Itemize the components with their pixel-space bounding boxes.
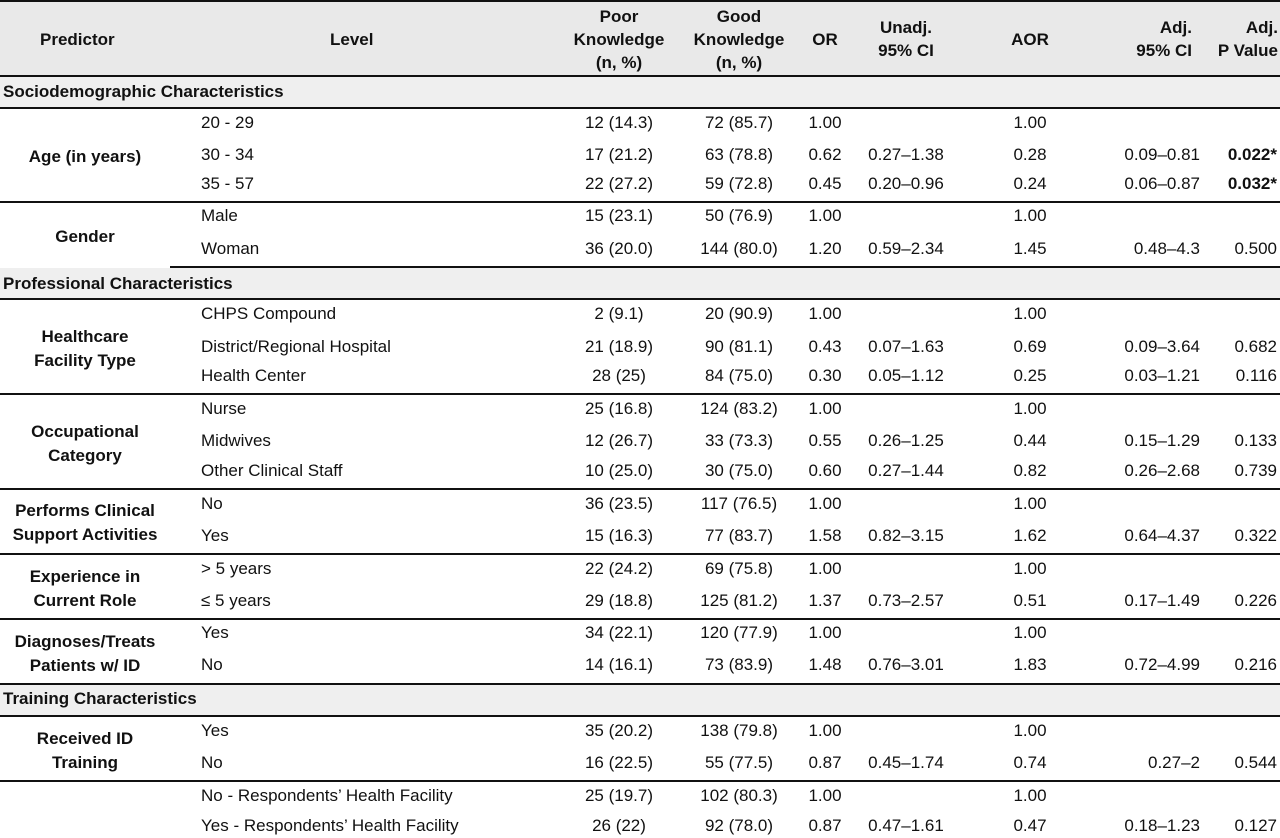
adj-ci-cell: 0.09–3.64 [1124, 337, 1200, 356]
header-or: OR [812, 30, 838, 49]
aor-cell: 1.00 [1013, 399, 1047, 418]
header-adj-p-value: Adj. P Value [1217, 18, 1278, 60]
adj-ci-cell: 0.15–1.29 [1124, 431, 1200, 450]
or-cell: 0.55 [808, 431, 842, 450]
unadj-ci-cell: 0.45–1.74 [868, 753, 944, 772]
row-group-rule [0, 393, 1280, 395]
level-cell: No [201, 753, 223, 772]
or-cell: 0.62 [808, 145, 842, 164]
poor-knowledge-cell: 36 (23.5) [584, 494, 654, 513]
poor-knowledge-cell: 2 (9.1) [594, 304, 644, 323]
aor-cell: 1.00 [1013, 786, 1047, 805]
or-cell: 1.00 [808, 623, 842, 642]
or-cell: 1.00 [808, 721, 842, 740]
level-cell: 30 - 34 [201, 145, 254, 164]
aor-cell: 1.00 [1013, 721, 1047, 740]
predictor-age: Age (in years) [28, 147, 142, 166]
or-cell: 1.20 [808, 239, 842, 258]
good-knowledge-cell: 124 (83.2) [700, 399, 778, 418]
good-knowledge-cell: 117 (76.5) [700, 494, 778, 513]
section-title: Training Characteristics [3, 689, 197, 708]
aor-cell: 1.00 [1013, 304, 1047, 323]
level-cell: Yes [201, 526, 229, 545]
good-knowledge-cell: 33 (73.3) [704, 431, 774, 450]
predictor-id-training: Received ID Training [36, 729, 134, 772]
header-good-knowledge: Good Knowledge (n, %) [693, 7, 785, 72]
row-group-rule [0, 488, 1280, 490]
good-knowledge-cell: 69 (75.8) [704, 559, 774, 578]
adj-ci-cell: 0.26–2.68 [1124, 461, 1200, 480]
adj-p-value-cell: 0.500 [1234, 239, 1277, 258]
aor-cell: 0.47 [1013, 816, 1047, 835]
aor-cell: 0.82 [1013, 461, 1047, 480]
good-knowledge-cell: 102 (80.3) [700, 786, 778, 805]
or-cell: 0.43 [808, 337, 842, 356]
aor-cell: 1.00 [1013, 623, 1047, 642]
header-predictor: Predictor [40, 30, 115, 49]
or-cell: 1.00 [808, 304, 842, 323]
level-cell: 20 - 29 [201, 113, 254, 132]
or-cell: 1.00 [808, 206, 842, 225]
poor-knowledge-cell: 12 (14.3) [584, 113, 654, 132]
unadj-ci-cell: 0.73–2.57 [868, 591, 944, 610]
good-knowledge-cell: 125 (81.2) [700, 591, 778, 610]
row-group-rule [0, 298, 1280, 300]
unadj-ci-cell: 0.27–1.38 [868, 145, 944, 164]
aor-cell: 1.00 [1013, 113, 1047, 132]
good-knowledge-cell: 73 (83.9) [704, 655, 774, 674]
or-cell: 0.87 [808, 753, 842, 772]
aor-cell: 1.62 [1013, 526, 1047, 545]
level-cell: Male [201, 206, 238, 225]
unadj-ci-cell: 0.27–1.44 [868, 461, 944, 480]
level-cell: > 5 years [201, 559, 272, 578]
or-cell: 0.30 [808, 366, 842, 385]
or-cell: 1.00 [808, 399, 842, 418]
or-cell: 0.87 [808, 816, 842, 835]
predictor-gender: Gender [55, 227, 115, 246]
header-adj-ci: Adj. 95% CI [1136, 18, 1192, 60]
adj-p-value-cell: 0.544 [1234, 753, 1277, 772]
section-title: Professional Characteristics [3, 274, 233, 293]
row-group-rule [0, 553, 1280, 555]
poor-knowledge-cell: 34 (22.1) [584, 623, 654, 642]
good-knowledge-cell: 84 (75.0) [704, 366, 774, 385]
aor-cell: 0.28 [1013, 145, 1047, 164]
aor-cell: 0.25 [1013, 366, 1047, 385]
good-knowledge-cell: 50 (76.9) [704, 206, 774, 225]
adj-ci-cell: 0.48–4.3 [1133, 239, 1200, 258]
poor-knowledge-cell: 26 (22) [592, 816, 646, 835]
adj-p-value-cell: 0.226 [1234, 591, 1277, 610]
or-cell: 0.45 [808, 174, 842, 193]
adj-ci-cell: 0.03–1.21 [1124, 366, 1200, 385]
header-unadj-ci: Unadj. 95% CI [878, 18, 934, 60]
level-cell: No [201, 655, 223, 674]
unadj-ci-cell: 0.82–3.15 [868, 526, 944, 545]
aor-cell: 0.74 [1013, 753, 1047, 772]
row-group-rule [0, 618, 1280, 620]
level-cell: No [201, 494, 223, 513]
or-cell: 1.00 [808, 494, 842, 513]
aor-cell: 1.00 [1013, 494, 1047, 513]
good-knowledge-cell: 90 (81.1) [704, 337, 774, 356]
level-cell: Yes [201, 721, 229, 740]
adj-ci-cell: 0.09–0.81 [1124, 145, 1200, 164]
row-group-rule [0, 780, 1280, 782]
poor-knowledge-cell: 29 (18.8) [584, 591, 654, 610]
level-cell: Woman [201, 239, 260, 258]
adj-p-value-cell: 0.739 [1234, 461, 1277, 480]
poor-knowledge-cell: 25 (16.8) [584, 399, 654, 418]
header-poor-knowledge: Poor Knowledge (n, %) [573, 7, 665, 72]
predictor-facility-type: Healthcare Facility Type [34, 327, 136, 370]
adj-p-value-cell: 0.133 [1234, 431, 1277, 450]
poor-knowledge-cell: 36 (20.0) [584, 239, 654, 258]
good-knowledge-cell: 138 (79.8) [700, 721, 778, 740]
adj-ci-cell: 0.06–0.87 [1124, 174, 1200, 193]
level-cell: 35 - 57 [201, 174, 254, 193]
adj-ci-cell: 0.72–4.99 [1124, 655, 1200, 674]
unadj-ci-cell: 0.05–1.12 [868, 366, 944, 385]
or-cell: 1.00 [808, 786, 842, 805]
row-group-rule [0, 201, 1280, 203]
level-cell: ≤ 5 years [201, 591, 271, 610]
adj-ci-cell: 0.17–1.49 [1124, 591, 1200, 610]
section-title: Sociodemographic Characteristics [3, 82, 284, 101]
or-cell: 1.00 [808, 559, 842, 578]
poor-knowledge-cell: 17 (21.2) [584, 145, 654, 164]
good-knowledge-cell: 144 (80.0) [700, 239, 778, 258]
unadj-ci-cell: 0.47–1.61 [868, 816, 944, 835]
level-cell: Yes - Respondents’ Health Facility [201, 816, 459, 835]
adj-p-value-cell: 0.216 [1234, 655, 1277, 674]
unadj-ci-cell: 0.20–0.96 [868, 174, 944, 193]
or-cell: 1.58 [808, 526, 842, 545]
adj-p-value-cell: 0.032* [1227, 174, 1277, 193]
level-cell: District/Regional Hospital [201, 337, 391, 356]
adj-p-value-cell: 0.322 [1234, 526, 1277, 545]
good-knowledge-cell: 77 (83.7) [704, 526, 774, 545]
header-aor: AOR [1011, 30, 1049, 49]
level-cell: Other Clinical Staff [201, 461, 343, 480]
unadj-ci-cell: 0.26–1.25 [868, 431, 944, 450]
predictor-diagnoses-treats: Diagnoses/Treats Patients w/ ID [14, 632, 156, 675]
level-cell: Health Center [201, 366, 306, 385]
adj-p-value-cell: 0.116 [1235, 366, 1277, 385]
adj-p-value-cell: 0.682 [1234, 337, 1277, 356]
aor-cell: 1.83 [1013, 655, 1047, 674]
poor-knowledge-cell: 22 (24.2) [584, 559, 654, 578]
level-cell: Nurse [201, 399, 247, 418]
good-knowledge-cell: 59 (72.8) [704, 174, 774, 193]
poor-knowledge-cell: 16 (22.5) [584, 753, 654, 772]
good-knowledge-cell: 120 (77.9) [700, 623, 778, 642]
row-group-rule [0, 715, 1280, 717]
aor-cell: 1.00 [1013, 559, 1047, 578]
predictor-occupational-category: Occupational Category [31, 422, 139, 465]
or-cell: 0.60 [808, 461, 842, 480]
good-knowledge-cell: 63 (78.8) [704, 145, 774, 164]
aor-cell: 0.51 [1013, 591, 1047, 610]
level-cell: Midwives [201, 431, 271, 450]
adj-ci-cell: 0.27–2 [1148, 753, 1200, 772]
predictor-clinical-support: Performs Clinical Support Activities [12, 501, 158, 544]
adj-p-value-cell: 0.022* [1227, 145, 1277, 164]
good-knowledge-cell: 20 (90.9) [704, 304, 774, 323]
unadj-ci-cell: 0.07–1.63 [868, 337, 944, 356]
adj-p-value-cell: 0.127 [1234, 816, 1277, 835]
aor-cell: 0.44 [1013, 431, 1047, 450]
poor-knowledge-cell: 12 (26.7) [584, 431, 654, 450]
poor-knowledge-cell: 21 (18.9) [584, 337, 654, 356]
poor-knowledge-cell: 35 (20.2) [584, 721, 654, 740]
good-knowledge-cell: 30 (75.0) [704, 461, 774, 480]
aor-cell: 1.00 [1013, 206, 1047, 225]
row-group-rule [0, 107, 1280, 109]
aor-cell: 0.24 [1013, 174, 1047, 193]
poor-knowledge-cell: 15 (16.3) [584, 526, 654, 545]
good-knowledge-cell: 55 (77.5) [704, 753, 774, 772]
good-knowledge-cell: 72 (85.7) [704, 113, 774, 132]
unadj-ci-cell: 0.59–2.34 [868, 239, 944, 258]
adj-ci-cell: 0.18–1.23 [1124, 816, 1200, 835]
or-cell: 1.00 [808, 113, 842, 132]
poor-knowledge-cell: 25 (19.7) [584, 786, 654, 805]
header-level: Level [330, 30, 374, 49]
or-cell: 1.37 [808, 591, 842, 610]
poor-knowledge-cell: 10 (25.0) [584, 461, 654, 480]
poor-knowledge-cell: 22 (27.2) [584, 174, 654, 193]
adj-ci-cell: 0.64–4.37 [1124, 526, 1200, 545]
level-cell: CHPS Compound [201, 304, 337, 323]
level-cell: Yes [201, 623, 229, 642]
good-knowledge-cell: 92 (78.0) [704, 816, 774, 835]
top-rule [0, 0, 1280, 2]
poor-knowledge-cell: 14 (16.1) [584, 655, 654, 674]
poor-knowledge-cell: 28 (25) [592, 366, 646, 385]
aor-cell: 0.69 [1013, 337, 1047, 356]
level-cell: No - Respondents’ Health Facility [201, 786, 453, 805]
poor-knowledge-cell: 15 (23.1) [584, 206, 654, 225]
unadj-ci-cell: 0.76–3.01 [868, 655, 944, 674]
or-cell: 1.48 [808, 655, 842, 674]
predictor-experience: Experience in Current Role [29, 567, 141, 610]
aor-cell: 1.45 [1013, 239, 1047, 258]
